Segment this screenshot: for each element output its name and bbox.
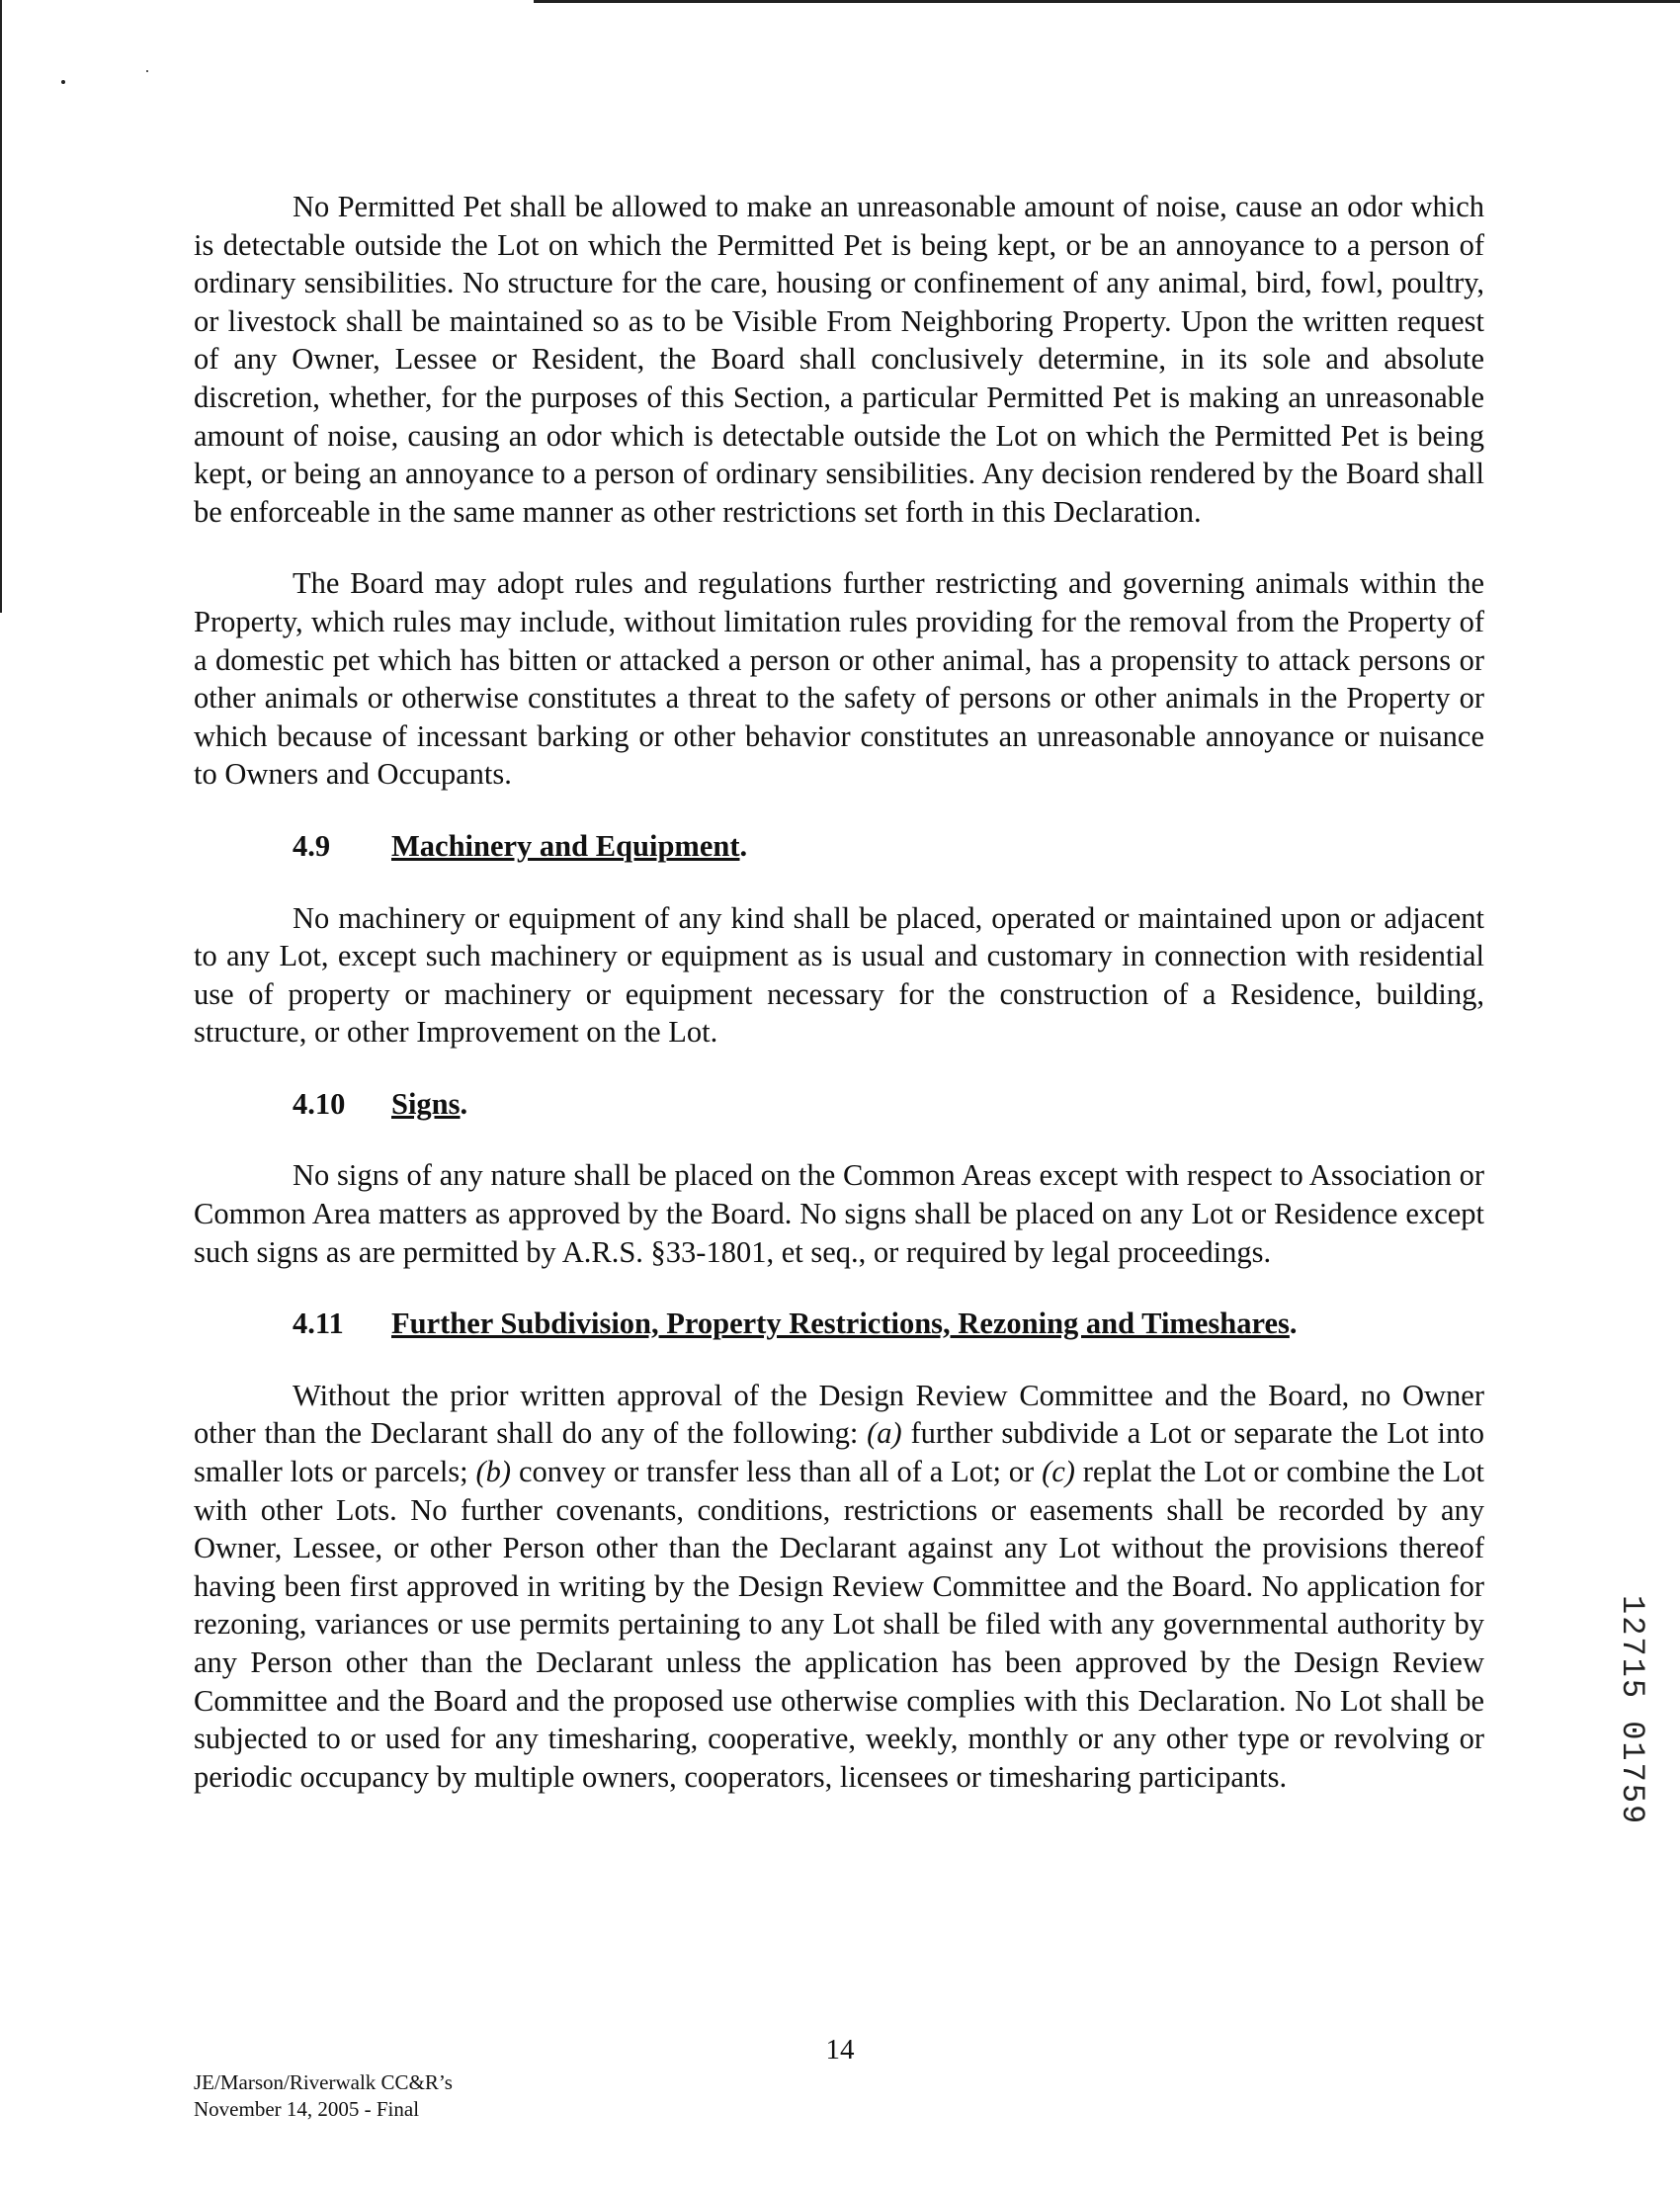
section-body-4-10: No signs of any nature shall be placed on the Common Areas except with respect to Association or Common Area matters as approved by the Board. No signs shall be placed on any Lot or Residence except such signs as are permitted by A.R.S. §33-1801, et seq., or required by legal proceedings. (194, 1158, 1484, 1269)
document-body (194, 188, 1484, 1829)
scan-edge-left (0, 0, 2, 613)
footer (194, 2069, 453, 2123)
section-title: Signs (391, 1086, 461, 1121)
paragraph-pets-rules: The Board may adopt rules and regulations further restricting and governing animals within the Property, which rules may include, without limitation rules providing for the removal from the Property of a domestic pet which has bitten or attacked a person or other animal, has a propensity to attack persons or other animals or otherwise constitutes a threat to the safety of persons or other animals in the Property or which because of incessant barking or other behavior constitutes an unreasonable annoyance or nuisance to Owners and Occupants. (194, 566, 1484, 792)
section-body-4-11: Without the prior written approval of the Design Review Committee and the Board, no Owner other than the Declarant shall do any of the following: (a) further subdivide a Lot or separate the Lot into smaller lots or parcels; (b) convey or transfer less than all of a Lot; or (c) replat the Lot or combine the Lot with other Lots. No further covenants, conditions, restrictions or easements shall be recorded by any Owner, Lessee, or other Person other than the Declarant against any Lot without the provisions thereof having been first approved in writing by the Design Review Committee and the Board. No application for rezoning, variances or use permits pertaining to any Lot shall be filed with any governmental authority by any Person other than the Declarant unless the application has been approved by the Design Review Committee and the Board and the proposed use otherwise complies with this Declaration. No Lot shall be subjected to or used for any timesharing, cooperative, weekly, monthly or any other type or revolving or periodic occupancy by multiple owners, cooperators, licensees or timesharing participants. (194, 1378, 1485, 1794)
scan-edge-top (534, 0, 1680, 3)
section-number: 4.11 (293, 1307, 344, 1341)
section-number: 4.9 (293, 828, 331, 863)
section-body-4-9: No machinery or equipment of any kind shall be placed, operated or maintained upon or adjacent to any Lot, except such machinery or equipment as is usual and customary in connection with residential use of property or machinery or equipment necessary for the construction of a Residence, building, structure, or other Improvement on the Lot. (194, 900, 1484, 1050)
paragraph-pets-noise: No Permitted Pet shall be allowed to make an unreasonable amount of noise, cause an odor which is detectable outside the Lot on which the Permitted Pet is being kept, or be an annoyance to a person of ordinary sensibilities. No structure for the care, housing or confinement of any animal, bird, fowl, poultry, or livestock shall be maintained so as to be Visible From Neighboring Property. Upon the written request of any Owner, Lessee or Resident, the Board shall conclusively determine, in its sole and absolute discretion, whether, for the purposes of this Section, a particular Permitted Pet is making an unreasonable amount of noise, causing an odor which is detectable outside the Lot on which the Permitted Pet is being kept, or being an annoyance to a person of ordinary sensibilities. Any decision rendered by the Board shall be enforceable in the same manner as other restrictions set forth in this Declaration. (194, 190, 1484, 529)
footer-date: November 14, 2005 - Final (194, 2097, 420, 2121)
page-number: 14 (825, 2034, 855, 2066)
scan-speck (146, 70, 148, 72)
list-marker-a: (a) (867, 1416, 902, 1451)
scan-speck (61, 80, 65, 84)
section-number: 4.10 (293, 1086, 346, 1121)
list-marker-c: (c) (1042, 1455, 1075, 1489)
section-heading-4-11: 4.11 Further Subdivision, Property Restrictions, Rezoning and Timeshares. (194, 1305, 1484, 1343)
list-marker-b: (b) (475, 1455, 512, 1489)
footer-doc-id: JE/Marson/Riverwalk CC&R’s (194, 2070, 453, 2094)
section-heading-4-9: 4.9 Machinery and Equipment. (194, 827, 1484, 866)
section-title: Further Subdivision, Property Restrictions, Rezoning and Timeshares (391, 1307, 1290, 1341)
section-heading-4-10: 4.10 Signs. (194, 1085, 1484, 1124)
recording-stamp: 12715 01759 (1614, 1595, 1650, 1826)
section-title: Machinery and Equipment (391, 828, 740, 863)
